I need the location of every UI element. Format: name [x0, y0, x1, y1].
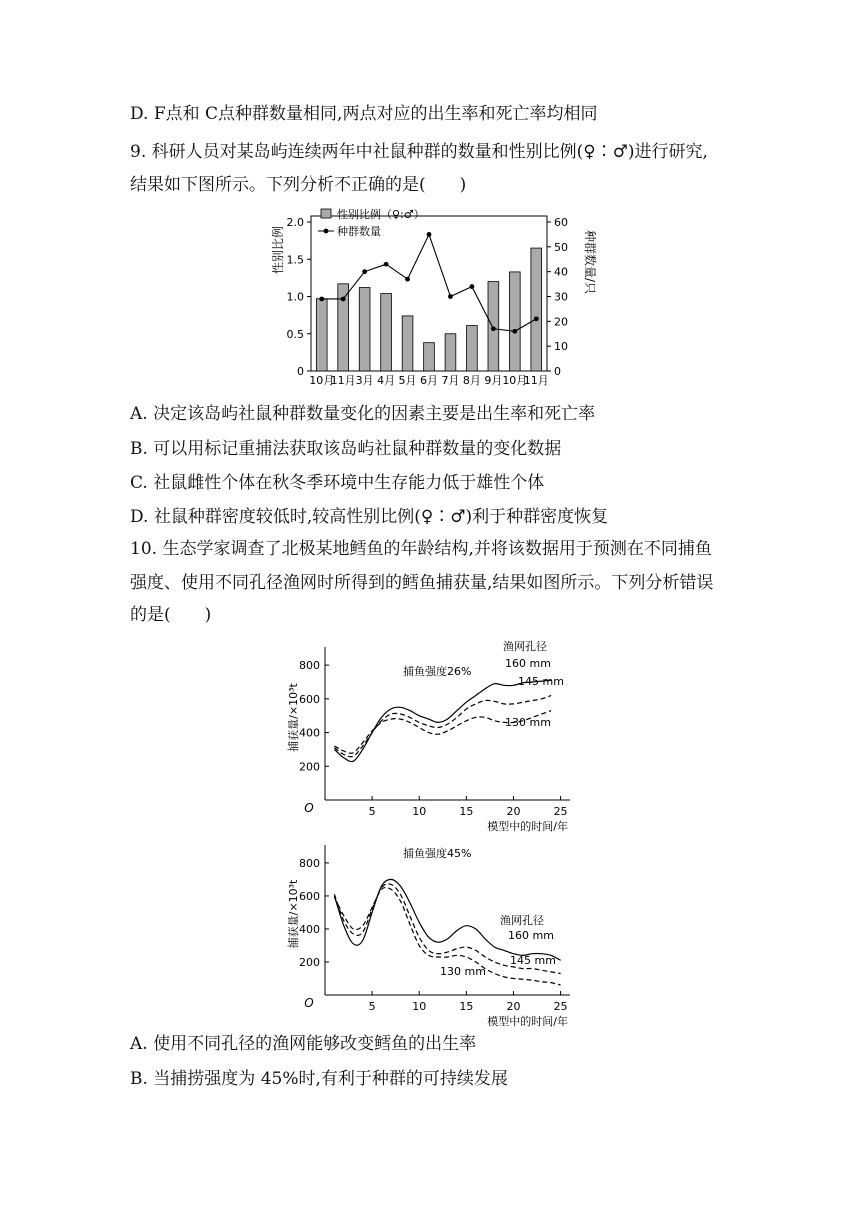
y-axis-label: 捕获量/×10³t: [287, 879, 300, 949]
right-axis-label: 种群数量/只: [583, 229, 597, 295]
left-tick-label: 0.5: [286, 327, 304, 341]
x-tick-label: 10: [412, 1000, 427, 1013]
legend-title: 渔网孔径: [500, 914, 544, 927]
left-tick-label: 1.5: [286, 253, 304, 267]
catch-26-percent-chart: [285, 630, 585, 833]
chart-title: 捕鱼强度45%: [403, 847, 472, 860]
y-tick-label: 800: [299, 856, 320, 870]
x-tick-label: 10: [412, 805, 427, 818]
label-160mm: 160 mm: [508, 929, 554, 942]
sex-ratio-bar: [402, 316, 413, 371]
q8-option-d: D. F点和 C点种群数量相同,两点对应的出生率和死亡率均相同: [130, 104, 598, 124]
y-tick-label: 400: [299, 726, 320, 740]
right-tick-label: 60: [554, 216, 568, 229]
population-point: [319, 297, 324, 302]
population-point: [491, 326, 496, 331]
category-label: 4月: [377, 374, 396, 387]
category-label: 8月: [462, 374, 481, 387]
category-label: 11月: [330, 374, 356, 387]
q9-option-c: C. 社鼠雌性个体在秋冬季环境中生存能力低于雄性个体: [130, 473, 545, 493]
y-tick-label: 400: [299, 922, 320, 936]
catch-45-percent-chart: [285, 835, 585, 1028]
chart-title: 捕鱼强度26%: [403, 665, 472, 678]
sex-ratio-bar: [445, 334, 456, 371]
category-label: 10月: [502, 374, 528, 387]
x-tick-label: 20: [506, 805, 521, 818]
x-tick-label: 15: [459, 805, 474, 818]
y-tick-label: 800: [299, 659, 320, 673]
x-tick-label: 20: [506, 1000, 521, 1013]
sex-ratio-bar: [531, 248, 542, 371]
legend-line-dot: [324, 229, 329, 234]
q10-stem-line2: 强度、使用不同孔径渔网时所得到的鳕鱼捕获量,结果如图所示。下列分析错误: [130, 573, 714, 593]
legend-sex-ratio: 性别比例（♀:♂）: [337, 208, 425, 221]
label-130mm: 130 mm: [440, 965, 486, 978]
category-label: 3月: [355, 374, 374, 387]
left-tick-label: 1.0: [286, 290, 304, 304]
sex-ratio-bar: [316, 299, 327, 371]
population-point: [362, 269, 367, 274]
y-tick-label: 200: [299, 955, 320, 969]
right-tick-label: 0: [554, 365, 561, 378]
category-label: 6月: [420, 374, 438, 387]
sex-ratio-bar: [424, 343, 435, 371]
q9-stem-line1: 9. 科研人员对某岛屿连续两年中社鼠种群的数量和性别比例(♀∶♂)进行研究,: [130, 142, 708, 162]
label-130mm: 130 mm: [505, 716, 551, 729]
sex-ratio-bar: [381, 294, 392, 371]
q10-stem-line1: 10. 生态学家调查了北极某地鳕鱼的年龄结构,并将该数据用于预测在不同捕鱼: [130, 539, 712, 559]
category-label: 10月: [309, 374, 335, 387]
right-tick-label: 10: [554, 340, 568, 354]
y-tick-label: 600: [299, 889, 320, 903]
left-tick-label: 0: [297, 365, 304, 378]
x-tick-label: 25: [553, 1000, 568, 1013]
legend-bar-swatch: [321, 209, 331, 218]
x-tick-label: 5: [368, 805, 376, 818]
right-tick-label: 30: [554, 290, 568, 304]
legend-title: 渔网孔径: [503, 640, 547, 653]
label-145mm: 145 mm: [518, 675, 564, 688]
population-point: [448, 294, 453, 299]
population-line: [322, 234, 537, 331]
q9-option-b: B. 可以用标记重捕法获取该岛屿社鼠种群数量的变化数据: [130, 439, 562, 459]
population-point: [470, 284, 475, 289]
x-tick-label: 25: [553, 805, 568, 818]
population-point: [405, 277, 410, 282]
right-tick-label: 40: [554, 265, 568, 279]
sex-ratio-population-chart: [265, 200, 595, 390]
category-label: 11月: [523, 374, 549, 387]
sex-ratio-bar: [488, 282, 499, 371]
label-145mm: 145 mm: [510, 954, 556, 967]
population-point: [341, 297, 346, 302]
q10-stem-line3: 的是( ): [130, 605, 212, 625]
q10-option-b: B. 当捕捞强度为 45%时,有利于种群的可持续发展: [130, 1069, 508, 1089]
population-point: [384, 262, 389, 267]
sex-ratio-bar: [467, 326, 478, 371]
q10-option-a: A. 使用不同孔径的渔网能够改变鳕鱼的出生率: [130, 1034, 477, 1054]
y-tick-label: 200: [299, 760, 320, 774]
q9-option-a: A. 决定该岛屿社鼠种群数量变化的因素主要是出生率和死亡率: [130, 404, 596, 424]
population-point: [512, 329, 517, 334]
q9-stem-line2: 结果如下图所示。下列分析不正确的是( ): [130, 175, 467, 195]
sex-ratio-bar: [359, 288, 370, 371]
q9-option-d: D. 社鼠种群密度较低时,较高性别比例(♀∶♂)利于种群密度恢复: [130, 507, 609, 527]
y-axis-label: 捕获量/×10³t: [287, 683, 300, 752]
category-label: 5月: [398, 374, 417, 387]
left-tick-label: 2.0: [286, 216, 304, 229]
population-point: [534, 316, 539, 321]
x-axis-label: 模型中的时间/年: [487, 820, 568, 833]
category-label: 9月: [484, 374, 503, 387]
x-tick-label: 5: [368, 1000, 376, 1013]
left-axis-label: 性别比例: [271, 225, 285, 275]
y-tick-label: 600: [299, 692, 320, 706]
population-point: [427, 232, 432, 237]
right-tick-label: 50: [554, 240, 568, 254]
origin-label: O: [304, 996, 314, 1010]
legend-population: 种群数量: [337, 225, 381, 238]
sex-ratio-bar: [509, 272, 520, 371]
right-tick-label: 20: [554, 315, 568, 329]
category-label: 7月: [441, 374, 460, 387]
x-axis-label: 模型中的时间/年: [487, 1015, 568, 1028]
origin-label: O: [304, 801, 314, 815]
x-tick-label: 15: [459, 1000, 474, 1013]
label-160mm: 160 mm: [505, 657, 551, 670]
